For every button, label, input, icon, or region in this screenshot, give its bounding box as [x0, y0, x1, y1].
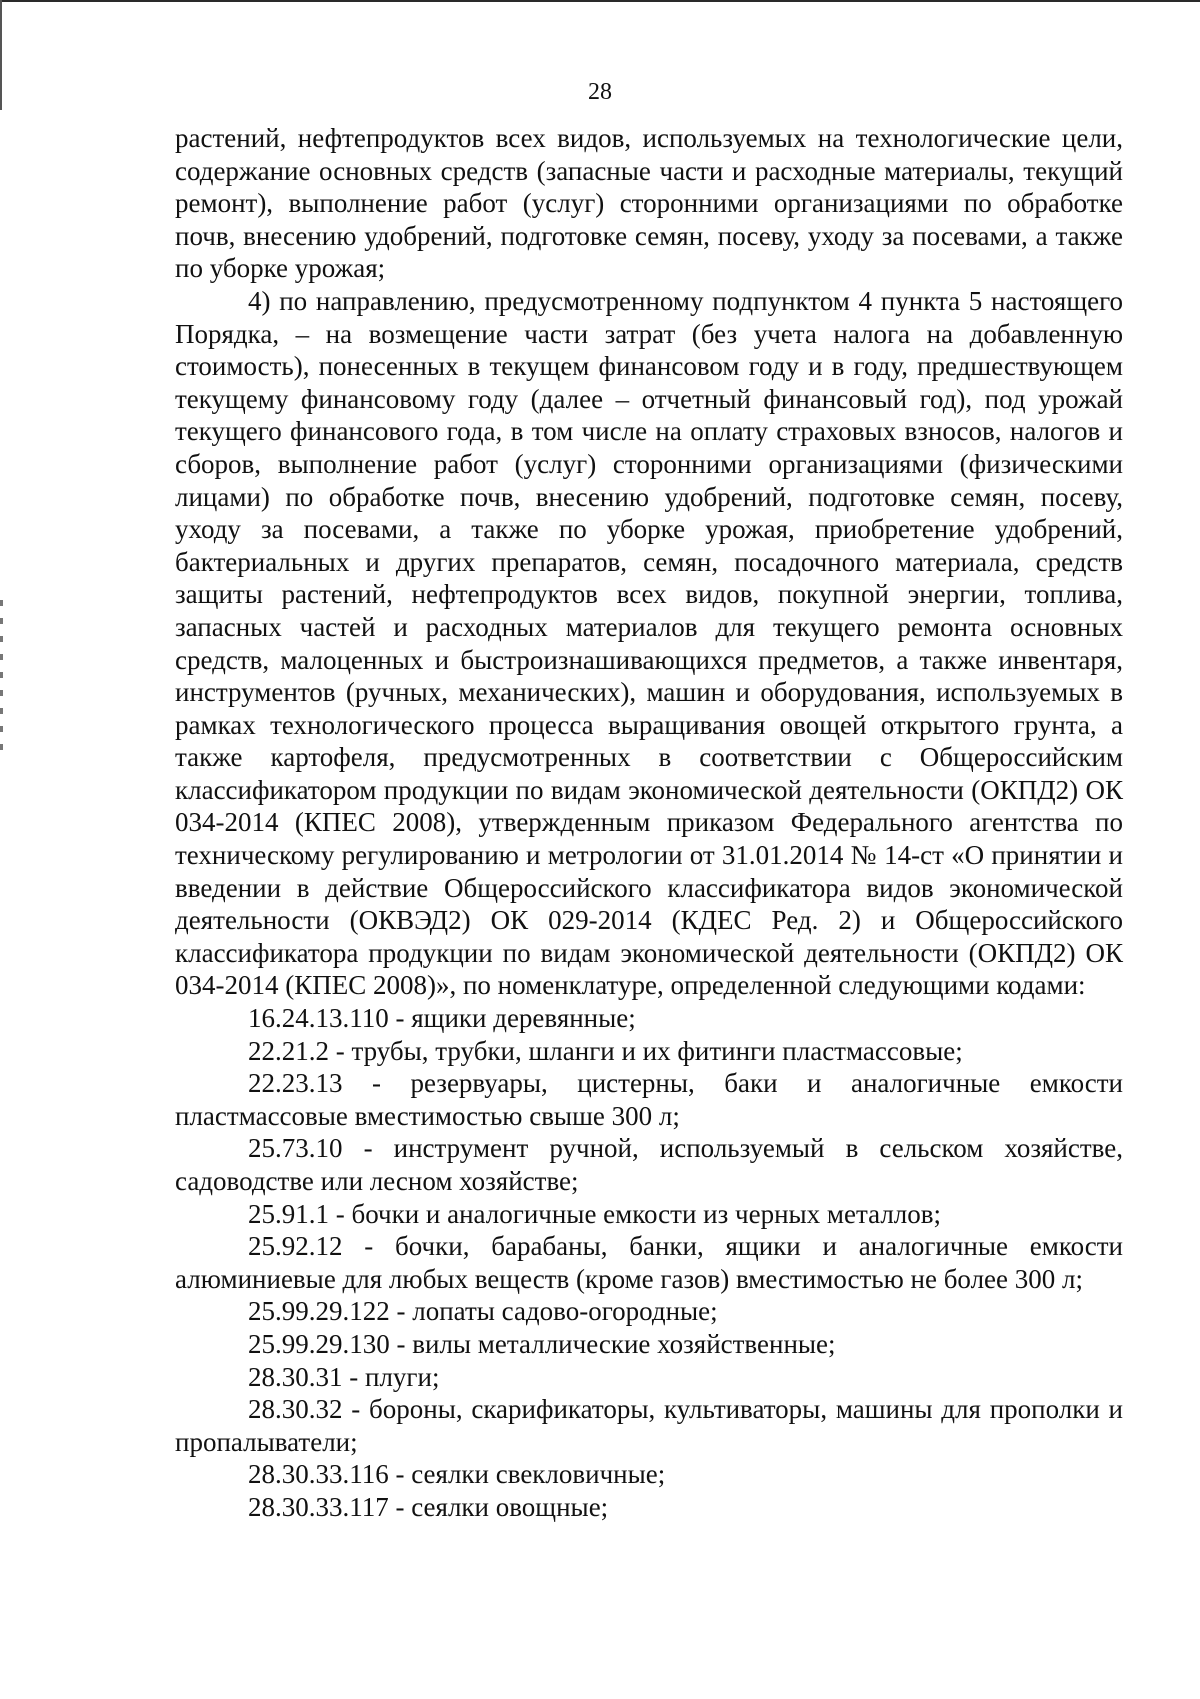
code-list-item: 22.21.2 - трубы, трубки, шланги и их фитинги пластмассовые;: [248, 1035, 963, 1066]
code-list-item: 25.91.1 - бочки и аналогичные емкости из черных металлов;: [248, 1198, 942, 1229]
code-list-item: 28.30.33.117 - сеялки овощные;: [248, 1491, 609, 1522]
code-list-item: 16.24.13.110 - ящики деревянные;: [248, 1003, 636, 1034]
paragraph-item-4: 4) по направлению, предусмотренному подпунктом 4 пункта 5 настоящего Порядка, – на возмещение части затрат (без учета налога на добавленную стоимость), понесенных в текущем финансовом году и в году, предшествующем текущему финансовому году (далее – отчетный финансовый год), под урожай текущего финансового года, в том числе на оплату страховых взносов, налогов и сборов, выполнение работ (услуг) сторонними организациями (физическими лицами) по обработке почв, внесению удобрений, подготовке семян, посеву, уходу за посевами, а также по уборке урожая, приобретение удобрений, бактериальных и других препаратов, семян, посадочного материала, средств защиты растений, нефтепродуктов всех видов, покупной энергии, топлива, запасных частей и расходных материалов для текущего ремонта основных средств, малоценных и быстроизнашивающихся предметов, а также инвентаря, инструментов (ручных, механических), машин и оборудования, используемых в рамках технологического процесса выращивания овощей открытого грунта, а также картофеля, предусмотренных в соответствии с Общероссийским классификатором продукции по видам экономической деятельности (ОКПД2) ОК 034-2014 (КПЕС 2008), утвержденным приказом Федерального агентства по техническому регулированию и метрологии от 31.01.2014 № 14-ст «О принятии и введении в действие Общероссийского классификатора видов экономической деятельности (ОКВЭД2) ОК 029-2014 (КДЕС Ред. 2) и Общероссийского классификатора продукции по видам экономической деятельности (ОКПД2) ОК 034-2014 (КПЕС 2008)», по номенклатуре, определенной следующими кодами:: [175, 285, 1123, 1001]
code-list-item: 22.23.13 - резервуары, цистерны, баки и аналогичные емкости пластмассовые вместимостью свыше 300 л;: [175, 1068, 1123, 1131]
code-list-item: 25.99.29.130 - вилы металлические хозяйственные;: [248, 1328, 836, 1359]
scan-edge-top: [0, 0, 1200, 2]
code-list-item: 25.99.29.122 - лопаты садово-огородные;: [248, 1296, 718, 1327]
code-list-item: 25.92.12 - бочки, барабаны, банки, ящики и аналогичные емкости алюминиевые для любых веществ (кроме газов) вместимостью не более 300 л;: [175, 1231, 1123, 1294]
code-list-item: 28.30.32 - бороны, скарификаторы, культиваторы, машины для прополки и пропалыватели;: [175, 1394, 1123, 1457]
page-number: 28: [588, 79, 612, 105]
code-list-item: 28.30.33.116 - сеялки свекловичные;: [248, 1459, 666, 1490]
code-list-item: 25.73.10 - инструмент ручной, используемый в сельском хозяйстве, садоводстве или лесном хозяйстве;: [175, 1133, 1123, 1196]
paragraph-continuation: растений, нефтепродуктов всех видов, используемых на технологические цели, содержание основных средств (запасные части и расходные материалы, текущий ремонт), выполнение работ (услуг) сторонними организациями по обработке почв, внесению удобрений, подготовке семян, посеву, уходу за посевами, а также по уборке урожая;: [175, 123, 1123, 284]
document-body: [175, 122, 1123, 1524]
margin-binding-marks: [0, 600, 4, 780]
code-list-item: 28.30.31 - плуги;: [248, 1361, 440, 1392]
